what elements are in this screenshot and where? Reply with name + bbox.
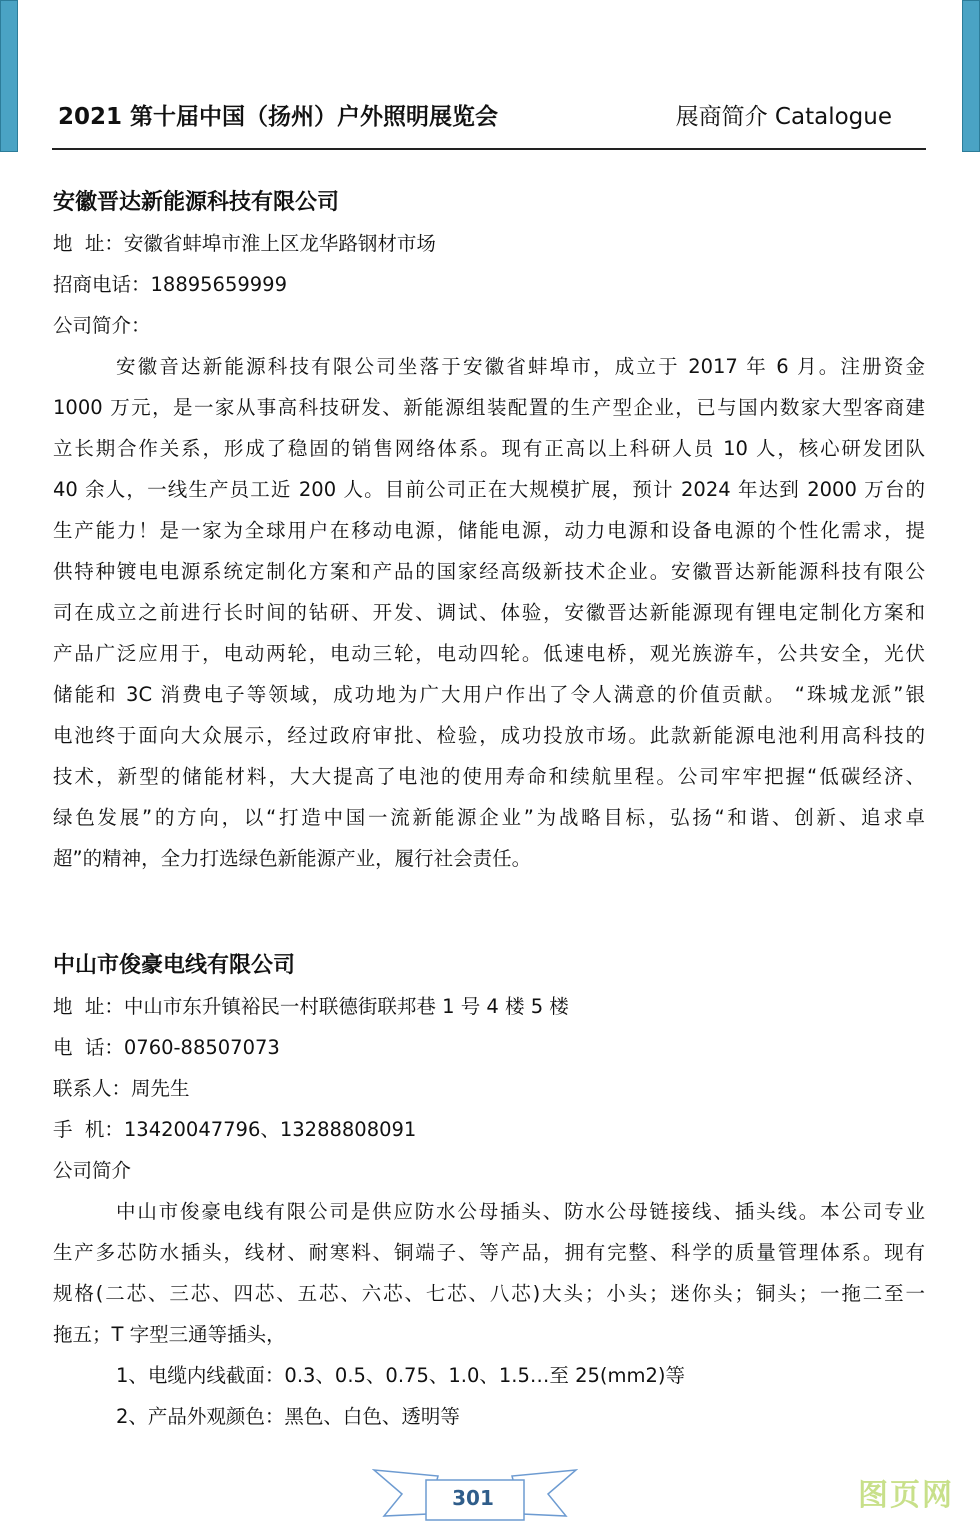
company1-description [53,346,925,879]
left-edge-bar [0,0,18,152]
text-line: 生产多芯防水插头，线材、耐寒料、铜端子、等产品，拥有完整、科学的质量管理体系。现有 [53,1241,925,1264]
page-number: 301 [452,1486,494,1510]
text-line: 拖五；T 字型三通等插头， [53,1323,286,1346]
text-line: 电池终于面向大众展示，经过政府审批、检验，成功投放市场。此款新能源电池利用高科技的 [53,724,925,747]
header-title: 2021 第十届中国（扬州）户外照明展览会 [58,104,499,130]
text-line: 供特种镀电电源系统定制化方案和产品的国家经高级新技术企业。安徽晋达新能源科技有限公 [53,560,925,583]
company1-section [53,182,925,879]
text-line: 安徽音达新能源科技有限公司坐落于安徽省蚌埠市，成立于 2017 年 6 月。注册资金 [116,355,925,378]
company2-section [53,945,925,1437]
text-line: 绿色发展”的方向，以“打造中国一流新能源企业”为战略目标，弘扬“和谐、创新、追求卓 [53,806,925,829]
text-line: 规格(二芯、三芯、四芯、五芯、六芯、七芯、八芯)大头；小头；迷你头；铜头；一拖二至一 [53,1282,925,1305]
company1-intro-label: 公司简介： [53,314,151,337]
text-line: 产品广泛应用于，电动两轮，电动三轮，电动四轮。低速电桥，观光族游车，公共安全，光伏 [53,642,925,665]
text-line: 储能和 3C 消费电子等领域，成功地为广大用户作出了令人满意的价值贡献。 “珠城龙派”银 [53,683,925,706]
header-catalogue: 展商简介 Catalogue [675,104,892,130]
text-line: 生产能力！是一家为全球用户在移动电源，储能电源，动力电源和设备电源的个性化需求，提 [53,519,925,542]
company2-address: 地 址：中山市东升镇裕民一村联德街联邦巷 1 号 4 楼 5 楼 [53,995,569,1018]
text-line: 技术，新型的储能材料，大大提高了电池的使用寿命和续航里程。公司牢牢把握“低碳经济、 [53,765,925,788]
company2-description [53,1191,925,1437]
watermark-logo: 图页网 [858,1478,954,1513]
right-edge-bar [962,0,980,152]
company1-address: 地 址：安徽省蚌埠市淮上区龙华路钢材市场 [53,232,436,255]
list-item: 2、产品外观颜色：黑色、白色、透明等 [116,1405,460,1428]
company2-name: 中山市俊豪电线有限公司 [53,953,296,978]
text-line: 超”的精神，全力打选绿色新能源产业，履行社会责任。 [53,847,532,870]
text-line: 中山市俊豪电线有限公司是供应防水公母插头、防水公母链接线、插头线。本公司专业 [116,1200,925,1223]
header-divider [52,148,926,150]
company2-phone: 电 话：0760-88507073 [53,1036,280,1059]
company2-contact: 联系人：周先生 [53,1077,190,1100]
text-line: 立长期合作关系，形成了稳固的销售网络体系。现有正高以上科研人员 10 人，核心研发团队 [53,437,925,460]
list-item: 1、电缆内线截面：0.3、0.5、0.75、1.0、1.5…至 25(mm2)等 [116,1364,685,1387]
text-line: 1000 万元，是一家从事高科技研发、新能源组装配置的生产型企业，已与国内数家大型客商建 [53,396,925,419]
text-line: 40 余人，一线生产员工近 200 人。目前公司正在大规模扩展，预计 2024 年达到 2000 万台的 [53,478,925,501]
company2-intro-label: 公司简介 [53,1159,132,1182]
text-line: 司在成立之前进行长时间的钻研、开发、调试、体验，安徽晋达新能源现有锂电定制化方案和 [53,601,925,624]
company1-name: 安徽晋达新能源科技有限公司 [53,190,340,215]
company2-mobile: 手 机：13420047796、13288808091 [53,1118,417,1141]
company1-phone: 招商电话：18895659999 [53,273,287,296]
